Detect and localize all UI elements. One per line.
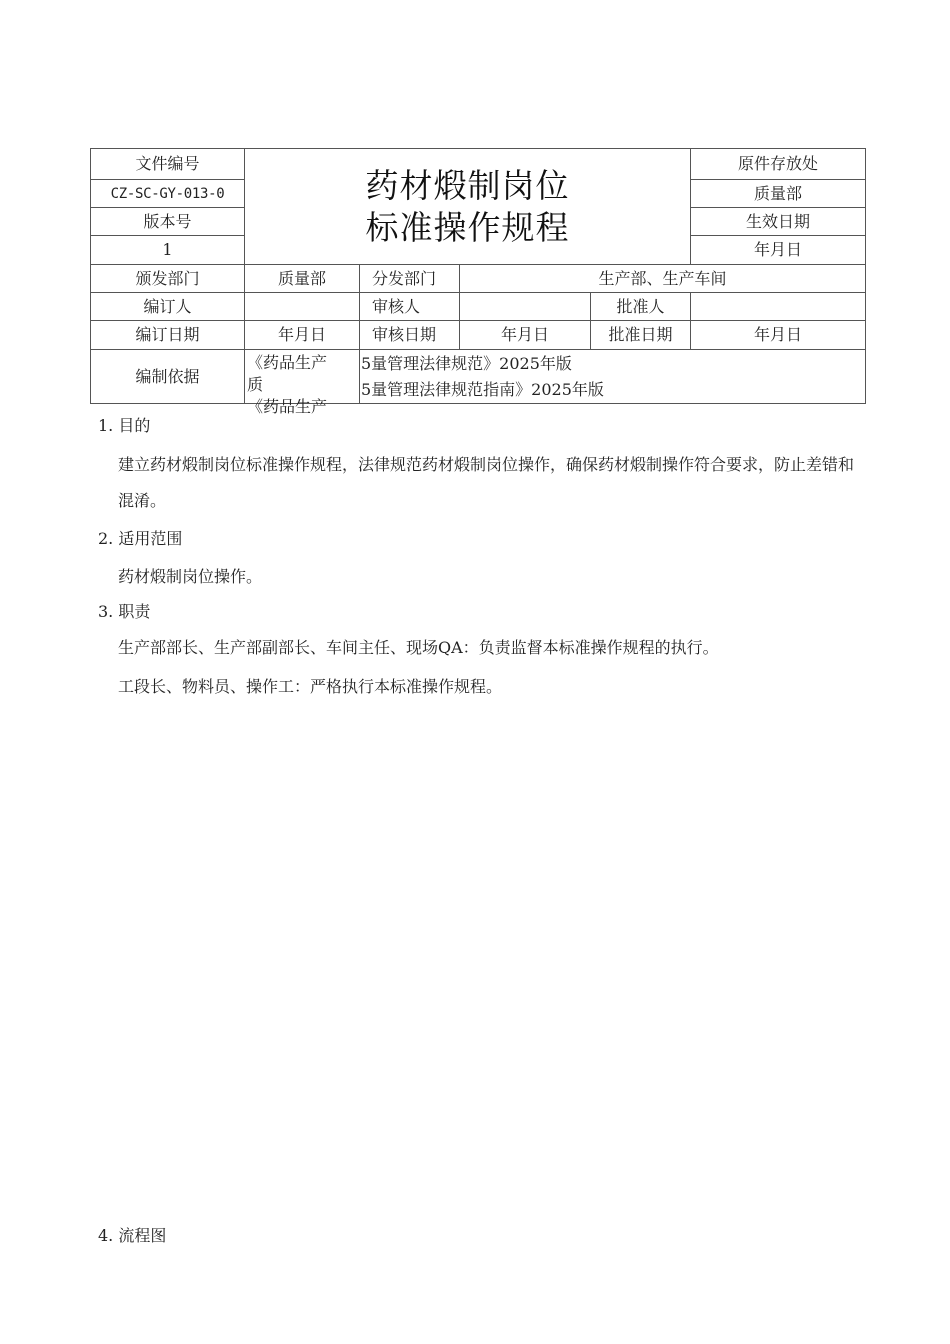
edit-date-label: 编订日期 [90, 320, 244, 349]
title-line-2: 标准操作规程 [365, 207, 570, 247]
issuing-dept-value: 质量部 [244, 264, 359, 292]
distribution-dept-value: 生产部、生产车间 [459, 264, 866, 292]
distribution-dept-label: 分发部门 [359, 264, 459, 292]
original-location-value: 质量部 [690, 179, 866, 207]
title-line-1: 药材煅制岗位 [365, 165, 570, 205]
section-1-heading: 1. 目的 [98, 416, 151, 435]
original-location-label: 原件存放处 [690, 148, 866, 179]
reviewer-value [459, 292, 590, 320]
basis-left-cell [244, 349, 359, 416]
review-date-value: 年月日 [459, 320, 590, 349]
effective-date-label: 生效日期 [690, 207, 866, 235]
basis-left-line-1: 《药品生产 [247, 353, 328, 372]
doc-number-label: 文件编号 [90, 148, 244, 179]
section-2-heading: 2. 适用范围 [98, 529, 183, 548]
doc-number-value: CZ-SC-GY-013-0 [90, 179, 244, 207]
editor-label: 编订人 [90, 292, 244, 320]
section-4-heading: 4. 流程图 [98, 1226, 167, 1245]
version-value: 1 [90, 235, 244, 264]
section-1-body: 建立药材煅制岗位标准操作规程，法律规范药材煅制岗位操作，确保药材煅制操作符合要求，防止差错和混淆。 [118, 455, 855, 510]
section-3-body-2: 工段长、物料员、操作工：严格执行本标准操作规程。 [118, 677, 503, 696]
basis-right-line-1: 5量管理法律规范》2025年版 [361, 354, 572, 373]
basis-left-line-3: 《药品生产 [247, 397, 328, 416]
basis-label: 编制依据 [90, 349, 244, 404]
edit-date-value: 年月日 [244, 320, 359, 349]
approve-date-label: 批准日期 [590, 320, 690, 349]
section-3-body-1: 生产部部长、生产部副部长、车间主任、现场QA：负责监督本标准操作规程的执行。 [118, 638, 719, 657]
editor-value [244, 292, 359, 320]
version-label: 版本号 [90, 207, 244, 235]
document-title [244, 148, 690, 264]
section-3-heading: 3. 职责 [98, 602, 151, 621]
document-header-table [90, 148, 866, 416]
basis-left-line-2: 质 [247, 375, 264, 394]
review-date-label: 审核日期 [359, 320, 459, 349]
section-2-body: 药材煅制岗位操作。 [118, 567, 263, 586]
reviewer-label: 审核人 [359, 292, 459, 320]
effective-date-value: 年月日 [690, 235, 866, 264]
approver-label: 批准人 [590, 292, 690, 320]
approve-date-value: 年月日 [690, 320, 866, 349]
basis-right-line-2: 5量管理法律规范指南》2025年版 [361, 380, 604, 399]
approver-value [690, 292, 866, 320]
issuing-dept-label: 颁发部门 [90, 264, 244, 292]
basis-right-cell [359, 349, 866, 404]
